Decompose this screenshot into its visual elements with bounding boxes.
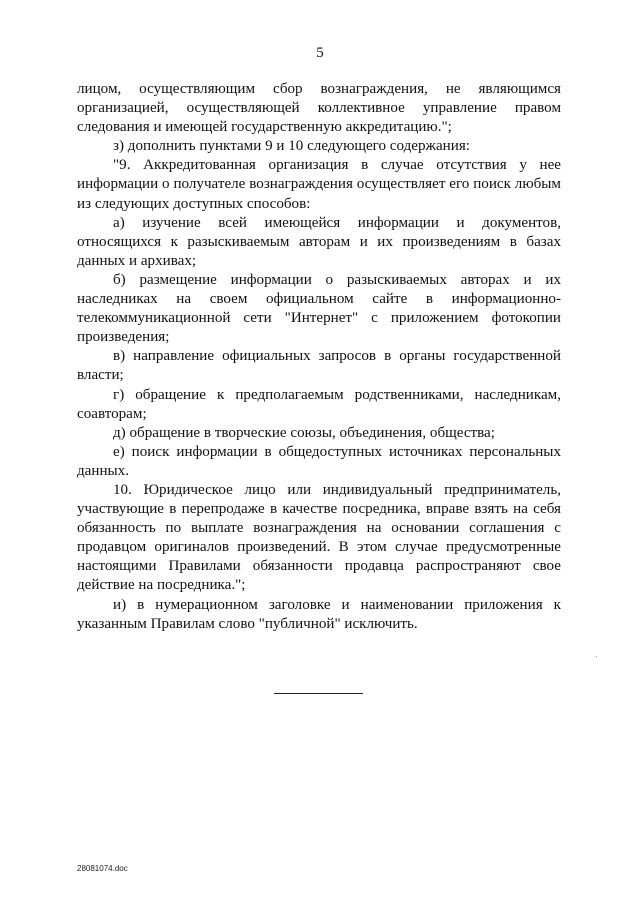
scan-speck bbox=[596, 656, 597, 657]
footer-file-name: 28081074.doc bbox=[77, 864, 128, 873]
paragraph-continuation: лицом, осуществляющим сбор вознаграждения, не являющимся организацией, осуществляющей коллективное управление правом следования и имеющей государственную аккредитацию."; bbox=[77, 81, 561, 136]
paragraph-subitem-v: в) направление официальных запросов в органы государственной власти; bbox=[77, 348, 561, 384]
paragraph-point-10: 10. Юридическое лицо или индивидуальный предприниматель, участвующие в перепродаже в качестве посредника, вправе взять на себя обязанность по выплате вознаграждения на основании соглашения с продавцом оригиналов произведений. В этом случае предусмотренные настоящими Правилами обязанности продавца распространяют свое действие на посредника."; bbox=[77, 481, 561, 594]
page-number: 5 bbox=[316, 45, 324, 61]
paragraph-subitem-e: е) поиск информации в общедоступных источниках персональных данных. bbox=[77, 443, 561, 479]
document-body bbox=[77, 80, 561, 634]
end-divider-line bbox=[274, 693, 363, 694]
paragraph-subitem-g: г) обращение к предполагаемым родственниками, наследникам, соавторам; bbox=[77, 386, 561, 422]
paragraph-subitem-a: а) изучение всей имеющейся информации и документов, относящихся к разыскиваемым авторам и их произведениям в базах данных и архивах; bbox=[77, 214, 561, 269]
paragraph-item-z: з) дополнить пунктами 9 и 10 следующего содержания: bbox=[113, 138, 470, 155]
paragraph-point-9: "9. Аккредитованная организация в случае отсутствия у нее информации о получателе вознаграждения осуществляет его поиск любым из следующих доступных способов: bbox=[77, 157, 561, 212]
paragraph-item-i: и) в нумерационном заголовке и наименовании приложения к указанным Правилам слово "публичной" исключить. bbox=[77, 596, 561, 632]
paragraph-subitem-d: д) обращение в творческие союзы, объединения, общества; bbox=[113, 424, 495, 441]
paragraph-subitem-b: б) размещение информации о разыскиваемых авторах и их наследниках на своем официальном сайте в информационно-телекоммуникационной сети "Интернет" с приложением фотокопии произведения; bbox=[77, 271, 561, 346]
